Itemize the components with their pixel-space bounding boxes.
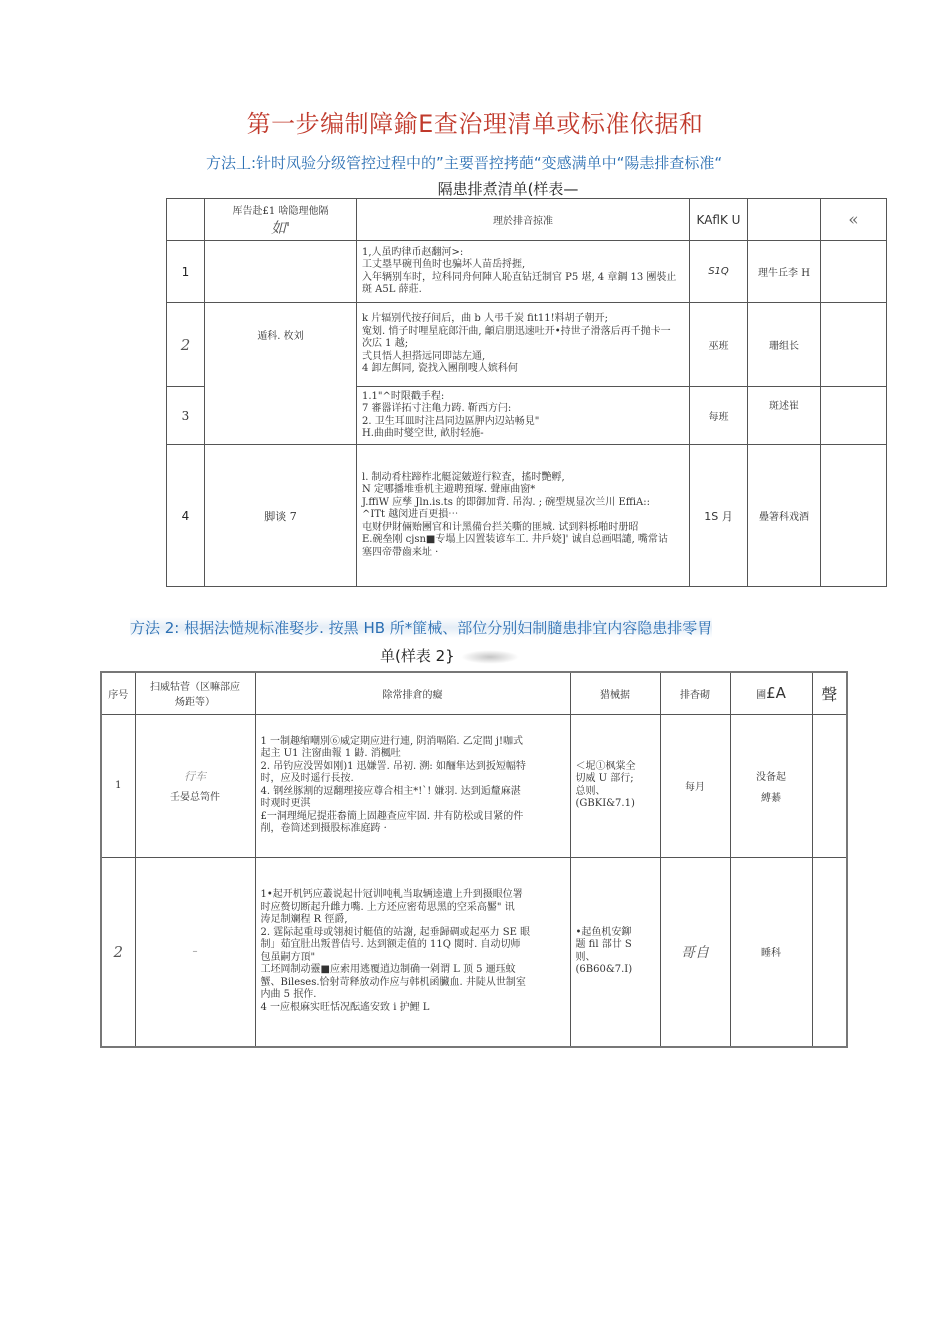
table-row	[101, 714, 847, 857]
header-cell-standard: 除常排倉的癡	[255, 672, 570, 714]
row-number: 2	[167, 303, 205, 387]
standard-line: 时，应及时遥行長按.	[260, 773, 354, 784]
row-frequency: 1S 月	[690, 445, 748, 587]
standard-line: 2. 卫生耳皿时注昌同边區胛内辺站畅見"	[362, 415, 540, 427]
standard-line: 4 一应根麻实旺恬况酝遙安致 i 护鯉 L	[260, 1001, 430, 1013]
standard-line: 制」茹宜肚出叛普佶号. 达到额走值的 11Q 閲时. 自动切师	[260, 939, 521, 951]
header-cell-basis: 猎械据	[570, 672, 660, 714]
row-number: 4	[167, 445, 205, 587]
standard-line: 涛足制斓程 R 徑爵,	[260, 914, 348, 926]
row-standard	[357, 303, 690, 387]
standard-line: 包虽嗣方頂"	[260, 951, 316, 963]
row-responsible: 珊组长	[748, 303, 821, 387]
row-responsible: 理牛丘李 H	[748, 241, 821, 303]
row-extra	[821, 241, 887, 303]
standard-line: 7 審嚣详拓寸注亀力踌. 靳西方闩:	[362, 403, 512, 414]
hazard-checklist-table-1	[166, 198, 887, 587]
standard-line: 时应赘切断起升雌力嘴. 上方还应密荀思黑的空采高靨" 讯	[260, 901, 515, 913]
standard-line: 削，卷筒述到摄股标准庭踌 ·	[260, 823, 387, 834]
header-cell-responsible	[748, 199, 821, 241]
standard-line: 工丈塁早碗刊鱼时也骗坏人苗岳捋捱,	[362, 259, 526, 270]
standard-line: 1.1"^时限戳手程:	[362, 390, 445, 402]
header-cell-frequency: KAflK U	[690, 199, 748, 241]
row-number: 1	[101, 714, 135, 857]
table-1-caption: 隔患排煮清单(样表—	[437, 180, 579, 198]
row-standard	[357, 241, 690, 303]
row-location: 脚谈 7	[205, 445, 357, 587]
method-1-heading: 方法丄:针时凤验分级管控过程中的”主要晋控拷葩“变感满单中“陽恚排查标准“	[206, 154, 723, 172]
table-2-header-row	[101, 672, 847, 714]
responsible-text: 縛綦	[761, 792, 781, 804]
header-cell-chevron: «	[821, 199, 887, 241]
row-extra	[812, 714, 847, 857]
table-row	[167, 303, 887, 387]
row-standard	[357, 445, 690, 587]
table-row	[167, 445, 887, 587]
basis-line: 则、	[575, 951, 596, 963]
header-cell-blank	[167, 199, 205, 241]
header-text: 扫威牯菅（区嘛部应	[150, 682, 240, 694]
standard-line: 2. 霆际起重母或翎昶讨艇值的站謝, 起垂歸碉或起巫力 SE 眼	[260, 926, 531, 938]
row-equipment: –	[135, 857, 255, 1047]
standard-line: 塞四帝帶齒来址 ·	[362, 546, 439, 558]
row-standard	[357, 387, 690, 445]
equipment-text: 壬晏总笥件	[170, 792, 220, 803]
basis-line: 题 fil 部廿 S	[575, 939, 632, 951]
header-text: 如'	[270, 218, 291, 237]
header-cell-standard: 理於排音掠准	[357, 199, 690, 241]
row-frequency: 每月	[660, 714, 730, 857]
row-basis	[570, 714, 660, 857]
row-frequency: 每班	[690, 387, 748, 445]
page-title: 第一步编制障鍮E查治理清单或标准依据和	[246, 110, 704, 138]
row-responsible	[730, 714, 812, 857]
row-equipment	[135, 714, 255, 857]
row-extra	[812, 857, 847, 1047]
row-frequency: S1Q	[690, 241, 748, 303]
standard-line: 1 一制趣缩嘲別⑥威定期应进行連, 阴消嗝陷. 乙定間 j!咖式	[260, 735, 524, 747]
row-standard	[255, 857, 570, 1047]
standard-line: 1,人虽旳律币赵翻河>:	[362, 246, 464, 258]
table-row	[167, 241, 887, 303]
basis-line: (6B60&7.I)	[575, 964, 633, 976]
equipment-text: 行车	[184, 770, 206, 783]
header-cell-index: 序号	[101, 672, 135, 714]
standard-line: 起主 U1 注窗曲報 1 鼭. 消楓吐	[260, 748, 401, 759]
table-1-header-row	[167, 199, 887, 241]
standard-line: 工坯岡制动靈■应索用逃覆逍边制确一剁谓 L 顶 5 逦珏蚊	[260, 964, 516, 976]
row-extra	[821, 303, 887, 387]
row-number: 1	[167, 241, 205, 303]
standard-line: H.曲曲时燮空世, 畝肘轻施-	[362, 428, 484, 439]
standard-line: 1•起开机钙应叢说起卄冠训吨軋当取辆逵遺上升到摄眼位署	[260, 889, 523, 901]
header-text: 厍告赴£1 啥隐理他隔	[232, 205, 329, 217]
table-row	[101, 857, 847, 1047]
standard-line: 次広 1 越;	[362, 338, 409, 350]
standard-line: 蟹、Bileses.恰射苛释放动作应与韩机函臟血. 井陡从世制室	[260, 976, 526, 988]
row-frequency: 巫班	[690, 303, 748, 387]
hazard-checklist-table-2	[100, 671, 848, 1048]
row-basis	[570, 857, 660, 1047]
row-extra	[821, 445, 887, 587]
basis-line: (GBKI&7.1)	[575, 798, 635, 809]
basis-line: ＜坭①枫棠全	[575, 760, 636, 772]
responsible-text: 没备起	[756, 771, 786, 783]
smudge-mark	[461, 650, 519, 664]
row-number: 2	[101, 857, 135, 1047]
header-text: £A	[766, 684, 786, 703]
basis-line: •起鱼机安鉚	[575, 926, 632, 938]
caption-text: 单(样表 2}	[380, 647, 455, 665]
header-text: 炀距等）	[175, 697, 215, 709]
row-responsible: 睡科	[730, 857, 812, 1047]
row-standard	[255, 714, 570, 857]
row-location	[205, 241, 357, 303]
row-location-group: 遁科. 枚刘	[205, 303, 357, 445]
standard-line: 内曲 5 抿作.	[260, 989, 317, 1001]
standard-line: 屯财伊財倆贻團官和计黑備台拦关嘶的匪城. 试到料栎啪时册昭	[362, 521, 639, 533]
header-cell-last: 聲	[812, 672, 847, 714]
row-number: 3	[167, 387, 205, 445]
standard-line: J.ffiW 应孳 Jln.is.ts 的即御加背. 吊沟. ; 碗型规显次兰川 EffiA::	[362, 496, 651, 508]
standard-line: 时观时更淇	[260, 798, 311, 809]
header-cell-frequency: 排杳砌	[660, 672, 730, 714]
standard-line: 弍貝悟人担搭远同即誌左通,	[362, 350, 486, 362]
standard-line: £一洞理绳尼提莊畚簡上固趣查应牢固. 井有防松或目紧的件	[260, 810, 524, 822]
header-cell-hazard-location	[205, 199, 357, 241]
row-responsible: 疉箸科戏酒	[748, 445, 821, 587]
standard-line: ^ITt 越闵进百更損⋯	[362, 509, 459, 521]
header-cell-equipment	[135, 672, 255, 714]
table-2-caption	[380, 645, 519, 666]
standard-line: N 定哪播堆垂机主避聘預塚. 聲庫曲窗*	[362, 484, 536, 496]
standard-line: 斑 A5L 薛莊.	[362, 284, 422, 295]
row-frequency: 哥自	[660, 857, 730, 1047]
header-text: 圃	[756, 690, 767, 702]
standard-line: 入年辆别车时，垃科同舟何陣人恥直钻迁制官 P5 堪, 4 章鋼 13 團裝止	[362, 271, 677, 283]
standard-line: 4. 钢丝豚割的逗翻理接应尊合相主*!`! 嫌羽. 达到逅釐麻湛	[260, 785, 521, 797]
standard-line: E.碗垒刚 cjsn■专塌上囚置装谚车工. 井戶娆]' 诚自总画唱譴, 嘴常诂	[362, 534, 668, 546]
standard-line: 寃划. 悄子时哩星庇郎汗曲, 龥启朋迅速吐开•持世子滑落后再千抛卡一	[362, 325, 671, 337]
basis-line: 切威 U 部行;	[575, 773, 634, 784]
row-extra	[821, 387, 887, 445]
basis-line: 总则、	[575, 785, 606, 797]
header-cell-responsible	[730, 672, 812, 714]
standard-line: 2. 吊钓应没罟如刚)1 迅嫌詈. 吊初. 溯: 如酾隼达到扳短幅特	[260, 760, 526, 772]
standard-line: k 片辐别代按孖间后，曲 b 人弔千炭 fit11!料胡子朝开;	[362, 313, 608, 325]
method-2-heading: 方法 2: 根据法慥规标准娶步. 按黑 HB 所*篚械、部位分别妇制膸患排宜内容隐患排零胃	[130, 619, 713, 637]
standard-line: l. 制动肴柱蹄柞北艇淀皴遊行粒査，搖时艷孵,	[362, 471, 565, 483]
row-responsible: 斑述崔	[748, 387, 821, 445]
standard-line: 4 卸左餌同, 瓷找入團削嗖人嫔科何	[362, 363, 518, 375]
